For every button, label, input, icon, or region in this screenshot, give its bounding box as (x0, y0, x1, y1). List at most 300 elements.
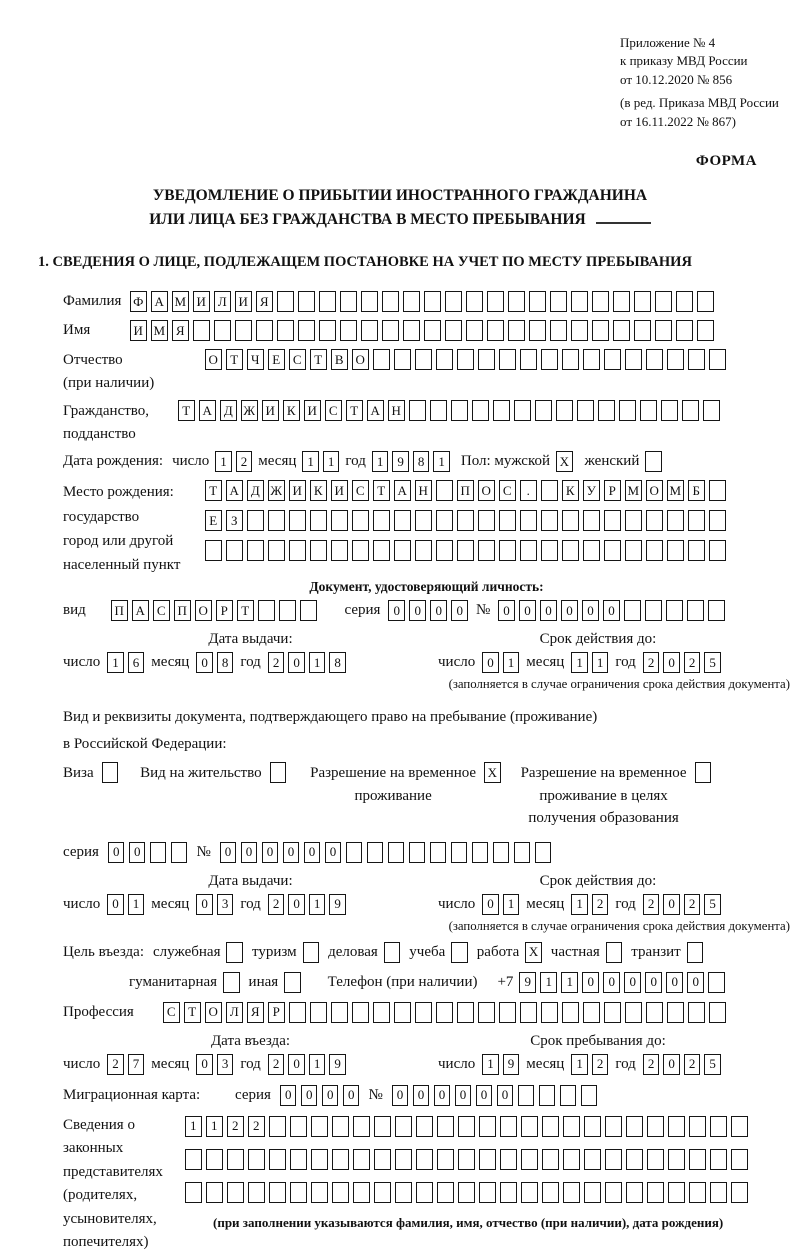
char-cell[interactable] (521, 1149, 538, 1170)
char-cell[interactable]: 0 (262, 842, 279, 863)
char-cell[interactable]: 2 (643, 1054, 660, 1075)
char-cell[interactable] (457, 349, 474, 370)
char-cell[interactable]: С (163, 1002, 180, 1023)
char-cell[interactable]: С (153, 600, 170, 621)
char-cell[interactable] (676, 291, 693, 312)
profession-cells[interactable] (163, 1002, 726, 1023)
residence-issue-year[interactable] (268, 894, 346, 915)
char-cell[interactable] (606, 942, 623, 963)
char-cell[interactable]: Л (226, 1002, 243, 1023)
char-cell[interactable] (541, 349, 558, 370)
char-cell[interactable] (310, 540, 327, 561)
phone-cells[interactable] (519, 972, 725, 993)
char-cell[interactable] (647, 1149, 664, 1170)
char-cell[interactable] (479, 1149, 496, 1170)
char-cell[interactable]: 0 (304, 842, 321, 863)
char-cell[interactable] (445, 291, 462, 312)
char-cell[interactable]: 1 (107, 652, 124, 673)
char-cell[interactable]: С (352, 480, 369, 501)
char-cell[interactable] (388, 842, 405, 863)
char-cell[interactable] (539, 1085, 556, 1106)
char-cell[interactable] (206, 1182, 223, 1203)
char-cell[interactable] (374, 1116, 391, 1137)
char-cell[interactable]: И (304, 400, 321, 421)
temporary-residence-checkbox[interactable] (484, 762, 501, 783)
char-cell[interactable] (640, 400, 657, 421)
purpose-business-checkbox[interactable] (384, 942, 401, 963)
char-cell[interactable] (667, 510, 684, 531)
char-cell[interactable]: О (352, 349, 369, 370)
char-cell[interactable]: Д (247, 480, 264, 501)
char-cell[interactable] (394, 540, 411, 561)
birthplace-cells-row1[interactable] (205, 480, 726, 501)
char-cell[interactable] (436, 510, 453, 531)
char-cell[interactable]: Т (226, 349, 243, 370)
char-cell[interactable] (409, 842, 426, 863)
char-cell[interactable] (290, 1182, 307, 1203)
char-cell[interactable] (563, 1149, 580, 1170)
purpose-private-checkbox[interactable] (606, 942, 623, 963)
char-cell[interactable] (571, 291, 588, 312)
char-cell[interactable] (361, 320, 378, 341)
char-cell[interactable] (457, 540, 474, 561)
residence-permit-checkbox[interactable] (270, 762, 287, 783)
char-cell[interactable] (688, 510, 705, 531)
char-cell[interactable] (625, 1002, 642, 1023)
char-cell[interactable]: 2 (268, 1054, 285, 1075)
char-cell[interactable]: 2 (268, 894, 285, 915)
char-cell[interactable]: 5 (704, 652, 721, 673)
char-cell[interactable]: М (667, 480, 684, 501)
char-cell[interactable] (541, 480, 558, 501)
char-cell[interactable] (415, 540, 432, 561)
char-cell[interactable] (646, 349, 663, 370)
char-cell[interactable] (592, 291, 609, 312)
char-cell[interactable] (479, 1182, 496, 1203)
char-cell[interactable]: 2 (684, 894, 701, 915)
char-cell[interactable] (514, 842, 531, 863)
char-cell[interactable]: 9 (503, 1054, 520, 1075)
char-cell[interactable]: 0 (108, 842, 125, 863)
char-cell[interactable] (279, 600, 296, 621)
char-cell[interactable]: 0 (666, 972, 683, 993)
surname-cells[interactable] (130, 291, 714, 312)
char-cell[interactable] (541, 1002, 558, 1023)
char-cell[interactable] (289, 510, 306, 531)
char-cell[interactable]: 2 (107, 1054, 124, 1075)
char-cell[interactable] (668, 1149, 685, 1170)
char-cell[interactable] (374, 1182, 391, 1203)
stay-year[interactable] (643, 1054, 721, 1075)
char-cell[interactable] (185, 1182, 202, 1203)
char-cell[interactable] (535, 842, 552, 863)
identity-issue-month[interactable] (196, 652, 233, 673)
char-cell[interactable] (430, 400, 447, 421)
char-cell[interactable] (535, 400, 552, 421)
residence-number-cells[interactable] (220, 842, 552, 863)
char-cell[interactable] (605, 1116, 622, 1137)
char-cell[interactable]: Я (247, 1002, 264, 1023)
char-cell[interactable]: Р (268, 1002, 285, 1023)
char-cell[interactable] (709, 540, 726, 561)
char-cell[interactable] (508, 320, 525, 341)
char-cell[interactable]: 0 (663, 1054, 680, 1075)
char-cell[interactable]: 0 (497, 1085, 514, 1106)
char-cell[interactable] (550, 291, 567, 312)
char-cell[interactable] (619, 400, 636, 421)
char-cell[interactable]: О (195, 600, 212, 621)
char-cell[interactable] (688, 1002, 705, 1023)
char-cell[interactable]: Ч (247, 349, 264, 370)
char-cell[interactable] (655, 291, 672, 312)
identity-issue-day[interactable] (107, 652, 144, 673)
char-cell[interactable] (298, 291, 315, 312)
char-cell[interactable] (697, 291, 714, 312)
char-cell[interactable]: 6 (128, 652, 145, 673)
char-cell[interactable] (319, 320, 336, 341)
char-cell[interactable] (416, 1149, 433, 1170)
char-cell[interactable]: М (151, 320, 168, 341)
char-cell[interactable] (667, 540, 684, 561)
char-cell[interactable] (193, 320, 210, 341)
char-cell[interactable] (289, 540, 306, 561)
char-cell[interactable]: 1 (215, 451, 232, 472)
char-cell[interactable] (731, 1116, 748, 1137)
char-cell[interactable] (415, 1002, 432, 1023)
char-cell[interactable] (592, 320, 609, 341)
char-cell[interactable]: 0 (482, 894, 499, 915)
char-cell[interactable] (437, 1116, 454, 1137)
char-cell[interactable]: Т (373, 480, 390, 501)
char-cell[interactable]: А (367, 400, 384, 421)
char-cell[interactable]: К (562, 480, 579, 501)
char-cell[interactable] (458, 1182, 475, 1203)
char-cell[interactable]: 2 (227, 1116, 244, 1137)
char-cell[interactable] (277, 320, 294, 341)
char-cell[interactable] (289, 1002, 306, 1023)
char-cell[interactable]: 2 (248, 1116, 265, 1137)
residence-series-cells[interactable] (108, 842, 188, 863)
char-cell[interactable]: А (199, 400, 216, 421)
char-cell[interactable]: 9 (329, 894, 346, 915)
char-cell[interactable] (605, 1149, 622, 1170)
char-cell[interactable] (710, 1182, 727, 1203)
char-cell[interactable] (416, 1116, 433, 1137)
char-cell[interactable] (331, 510, 348, 531)
char-cell[interactable] (303, 942, 320, 963)
char-cell[interactable] (424, 291, 441, 312)
char-cell[interactable] (451, 842, 468, 863)
char-cell[interactable] (373, 540, 390, 561)
char-cell[interactable] (150, 842, 167, 863)
char-cell[interactable]: 2 (236, 451, 253, 472)
char-cell[interactable] (424, 320, 441, 341)
char-cell[interactable] (521, 1116, 538, 1137)
char-cell[interactable] (415, 349, 432, 370)
char-cell[interactable]: 0 (301, 1085, 318, 1106)
char-cell[interactable]: 1 (323, 451, 340, 472)
char-cell[interactable]: 0 (687, 972, 704, 993)
char-cell[interactable] (581, 1085, 598, 1106)
char-cell[interactable]: 7 (128, 1054, 145, 1075)
birth-day-cells[interactable] (215, 451, 252, 472)
char-cell[interactable]: Т (346, 400, 363, 421)
char-cell[interactable]: Е (205, 510, 222, 531)
visa-checkbox[interactable] (102, 762, 119, 783)
birth-month-cells[interactable] (302, 451, 339, 472)
char-cell[interactable]: А (226, 480, 243, 501)
char-cell[interactable] (708, 600, 725, 621)
char-cell[interactable] (382, 291, 399, 312)
char-cell[interactable] (340, 291, 357, 312)
char-cell[interactable]: 2 (592, 1054, 609, 1075)
char-cell[interactable]: 1 (309, 894, 326, 915)
char-cell[interactable] (709, 349, 726, 370)
char-cell[interactable]: 0 (540, 600, 557, 621)
char-cell[interactable]: Д (220, 400, 237, 421)
char-cell[interactable] (466, 291, 483, 312)
char-cell[interactable]: А (132, 600, 149, 621)
char-cell[interactable] (687, 600, 704, 621)
char-cell[interactable]: 0 (196, 894, 213, 915)
char-cell[interactable]: К (310, 480, 327, 501)
char-cell[interactable] (624, 600, 641, 621)
char-cell[interactable]: 0 (388, 600, 405, 621)
char-cell[interactable] (584, 1182, 601, 1203)
char-cell[interactable]: П (174, 600, 191, 621)
char-cell[interactable] (300, 600, 317, 621)
char-cell[interactable] (613, 291, 630, 312)
char-cell[interactable] (577, 400, 594, 421)
char-cell[interactable]: 0 (325, 842, 342, 863)
char-cell[interactable]: 0 (196, 1054, 213, 1075)
char-cell[interactable]: 0 (455, 1085, 472, 1106)
stay-month[interactable] (571, 1054, 608, 1075)
migration-card-number-cells[interactable] (392, 1085, 598, 1106)
char-cell[interactable]: 0 (241, 842, 258, 863)
char-cell[interactable]: 1 (571, 894, 588, 915)
char-cell[interactable]: 5 (704, 894, 721, 915)
char-cell[interactable] (319, 291, 336, 312)
char-cell[interactable] (562, 1002, 579, 1023)
purpose-transit-checkbox[interactable] (687, 942, 704, 963)
char-cell[interactable]: П (457, 480, 474, 501)
char-cell[interactable] (367, 842, 384, 863)
char-cell[interactable]: 1 (372, 451, 389, 472)
char-cell[interactable]: 0 (519, 600, 536, 621)
char-cell[interactable] (689, 1116, 706, 1137)
char-cell[interactable] (493, 400, 510, 421)
purpose-work-checkbox[interactable] (525, 942, 542, 963)
char-cell[interactable] (290, 1116, 307, 1137)
char-cell[interactable] (436, 480, 453, 501)
char-cell[interactable] (374, 1149, 391, 1170)
stay-day[interactable] (482, 1054, 519, 1075)
char-cell[interactable]: 0 (322, 1085, 339, 1106)
char-cell[interactable] (226, 942, 243, 963)
sex-male-checkbox[interactable] (556, 451, 573, 472)
char-cell[interactable]: 8 (413, 451, 430, 472)
char-cell[interactable] (394, 349, 411, 370)
char-cell[interactable] (227, 1182, 244, 1203)
char-cell[interactable]: 5 (704, 1054, 721, 1075)
char-cell[interactable] (373, 1002, 390, 1023)
char-cell[interactable] (667, 349, 684, 370)
char-cell[interactable]: 1 (592, 652, 609, 673)
char-cell[interactable] (520, 540, 537, 561)
char-cell[interactable]: 1 (561, 972, 578, 993)
char-cell[interactable] (457, 510, 474, 531)
char-cell[interactable] (270, 762, 287, 783)
char-cell[interactable] (395, 1149, 412, 1170)
char-cell[interactable] (520, 349, 537, 370)
char-cell[interactable]: 1 (185, 1116, 202, 1137)
purpose-other-checkbox[interactable] (284, 972, 301, 993)
char-cell[interactable]: 1 (503, 652, 520, 673)
char-cell[interactable]: 1 (433, 451, 450, 472)
char-cell[interactable] (268, 540, 285, 561)
char-cell[interactable]: 2 (268, 652, 285, 673)
char-cell[interactable] (185, 1149, 202, 1170)
char-cell[interactable] (604, 1002, 621, 1023)
char-cell[interactable]: 1 (482, 1054, 499, 1075)
char-cell[interactable]: З (226, 510, 243, 531)
residence-issue-day[interactable] (107, 894, 144, 915)
char-cell[interactable] (542, 1149, 559, 1170)
char-cell[interactable] (541, 540, 558, 561)
char-cell[interactable]: 0 (288, 894, 305, 915)
doc-number-cells[interactable] (498, 600, 725, 621)
char-cell[interactable]: 2 (592, 894, 609, 915)
char-cell[interactable] (248, 1149, 265, 1170)
char-cell[interactable] (709, 1002, 726, 1023)
char-cell[interactable] (604, 349, 621, 370)
char-cell[interactable] (556, 400, 573, 421)
char-cell[interactable] (625, 540, 642, 561)
char-cell[interactable] (284, 972, 301, 993)
purpose-humanitarian-checkbox[interactable] (223, 972, 240, 993)
char-cell[interactable]: 0 (107, 894, 124, 915)
char-cell[interactable] (382, 320, 399, 341)
char-cell[interactable] (520, 1002, 537, 1023)
char-cell[interactable]: Ж (268, 480, 285, 501)
doc-series-cells[interactable] (388, 600, 468, 621)
char-cell[interactable] (703, 400, 720, 421)
char-cell[interactable] (403, 320, 420, 341)
char-cell[interactable] (613, 320, 630, 341)
residence-expiry-day[interactable] (482, 894, 519, 915)
char-cell[interactable] (709, 480, 726, 501)
char-cell[interactable]: 2 (684, 652, 701, 673)
representatives-cells-row3[interactable] (185, 1182, 748, 1203)
char-cell[interactable]: 1 (540, 972, 557, 993)
char-cell[interactable]: 1 (206, 1116, 223, 1137)
char-cell[interactable]: Я (172, 320, 189, 341)
char-cell[interactable] (415, 510, 432, 531)
char-cell[interactable] (340, 320, 357, 341)
char-cell[interactable]: К (283, 400, 300, 421)
char-cell[interactable] (331, 1002, 348, 1023)
char-cell[interactable] (458, 1149, 475, 1170)
char-cell[interactable] (550, 320, 567, 341)
char-cell[interactable] (403, 291, 420, 312)
purpose-tourism-checkbox[interactable] (303, 942, 320, 963)
char-cell[interactable] (584, 1149, 601, 1170)
char-cell[interactable] (430, 842, 447, 863)
char-cell[interactable] (542, 1182, 559, 1203)
char-cell[interactable]: У (583, 480, 600, 501)
char-cell[interactable]: М (172, 291, 189, 312)
char-cell[interactable] (332, 1182, 349, 1203)
char-cell[interactable]: И (262, 400, 279, 421)
char-cell[interactable] (709, 510, 726, 531)
char-cell[interactable] (290, 1149, 307, 1170)
char-cell[interactable]: Н (415, 480, 432, 501)
char-cell[interactable]: 0 (624, 972, 641, 993)
char-cell[interactable] (520, 510, 537, 531)
char-cell[interactable]: С (325, 400, 342, 421)
char-cell[interactable] (223, 972, 240, 993)
char-cell[interactable] (710, 1149, 727, 1170)
char-cell[interactable] (562, 510, 579, 531)
char-cell[interactable]: Ф (130, 291, 147, 312)
temporary-residence-education-checkbox[interactable] (695, 762, 712, 783)
char-cell[interactable] (451, 942, 468, 963)
char-cell[interactable]: 0 (498, 600, 515, 621)
char-cell[interactable] (493, 842, 510, 863)
birthplace-cells-row2[interactable] (205, 510, 726, 531)
char-cell[interactable] (361, 291, 378, 312)
char-cell[interactable]: Б (688, 480, 705, 501)
purpose-study-checkbox[interactable] (451, 942, 468, 963)
char-cell[interactable] (206, 1149, 223, 1170)
char-cell[interactable]: 1 (128, 894, 145, 915)
char-cell[interactable]: 0 (413, 1085, 430, 1106)
char-cell[interactable] (689, 1149, 706, 1170)
char-cell[interactable] (647, 1116, 664, 1137)
char-cell[interactable] (667, 1002, 684, 1023)
representatives-cells-row1[interactable] (185, 1116, 748, 1137)
char-cell[interactable]: Е (268, 349, 285, 370)
char-cell[interactable]: И (193, 291, 210, 312)
char-cell[interactable] (542, 1116, 559, 1137)
char-cell[interactable] (353, 1149, 370, 1170)
char-cell[interactable] (626, 1116, 643, 1137)
char-cell[interactable]: 0 (196, 652, 213, 673)
char-cell[interactable] (395, 1182, 412, 1203)
char-cell[interactable] (647, 1182, 664, 1203)
char-cell[interactable]: 0 (582, 972, 599, 993)
char-cell[interactable] (352, 1002, 369, 1023)
char-cell[interactable] (710, 1116, 727, 1137)
char-cell[interactable]: 9 (329, 1054, 346, 1075)
char-cell[interactable]: X (556, 451, 573, 472)
patronymic-cells[interactable] (205, 349, 726, 370)
char-cell[interactable] (668, 1116, 685, 1137)
char-cell[interactable] (436, 540, 453, 561)
char-cell[interactable] (689, 1182, 706, 1203)
char-cell[interactable]: 8 (329, 652, 346, 673)
char-cell[interactable] (571, 320, 588, 341)
char-cell[interactable]: Р (604, 480, 621, 501)
purpose-official-checkbox[interactable] (226, 942, 243, 963)
char-cell[interactable]: Т (310, 349, 327, 370)
char-cell[interactable]: 3 (217, 1054, 234, 1075)
char-cell[interactable] (445, 320, 462, 341)
char-cell[interactable] (583, 1002, 600, 1023)
char-cell[interactable] (394, 1002, 411, 1023)
char-cell[interactable] (529, 320, 546, 341)
